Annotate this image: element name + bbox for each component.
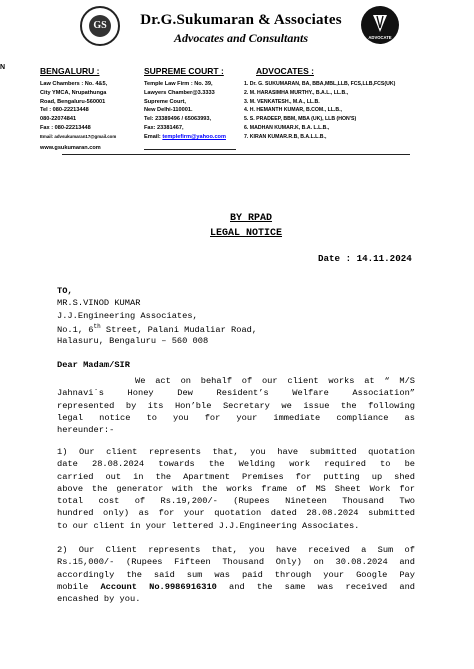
bengaluru-heading: BENGALURU :	[40, 66, 100, 76]
intro-line: hereunder:-	[57, 425, 115, 436]
supreme-court-email-link[interactable]: templefirm@yahoo.com	[162, 133, 226, 140]
supreme-court-phone: Tel: 23389496 / 65063993,	[144, 116, 212, 123]
supreme-court-line: New Delhi-110001.	[144, 107, 193, 114]
supreme-court-line: Lawyers Chamber@3.3333	[144, 89, 215, 96]
supreme-court-line: Temple Law Firm : No. 39,	[144, 81, 213, 87]
recipient-address-line-1	[57, 323, 257, 335]
delivery-mode: BY RPAD	[230, 213, 273, 224]
account-line-part: mobile	[57, 581, 101, 592]
supreme-court-email-row	[144, 133, 226, 142]
recipient-name: MR.S.VINOD KUMAR	[57, 298, 141, 308]
account-line-part: and the same was received and	[216, 581, 415, 592]
paragraph-1-line: hundred only) as for your quotation dated 28.08.2024 submitted	[57, 508, 415, 519]
advocate-item: 5. S. PRADEEP, BBM, MBA (UK), LLB (HON'S)	[244, 116, 357, 123]
advocates-list	[244, 80, 395, 142]
paragraph-2	[57, 544, 415, 605]
supreme-court-divider	[144, 149, 236, 150]
bengaluru-website[interactable]: www.gsukumaran.com	[40, 144, 101, 151]
address-part: Street, Palani Mudaliar Road,	[100, 324, 258, 335]
paragraph-1-line: above the generator with the works frame of MS Sheet Work for	[57, 483, 415, 494]
paragraph-2-line: encashed by you.	[57, 594, 141, 605]
bengaluru-line: City YMCA, Nrupathunga	[40, 89, 107, 96]
bengaluru-phone: 080-22074841	[40, 116, 77, 123]
supreme-court-line: Supreme Court,	[144, 98, 186, 105]
intro-paragraph	[57, 375, 415, 436]
paragraph-2-line: accordingly the said sum was paid through your Google Pay	[57, 569, 415, 580]
paragraph-2-account-line	[57, 581, 415, 593]
intro-line: Jahnavi´s Honey Dew Resident’s Welfare Association”	[57, 388, 415, 399]
paragraph-2-line: 2) Our Client represents that, you have received a Sum of	[57, 545, 415, 555]
notice-title: LEGAL NOTICE	[210, 228, 283, 239]
supreme-court-heading: SUPREME COURT :	[144, 66, 224, 76]
firm-logo-monogram: GS	[89, 15, 111, 37]
paragraph-1-line: date 28.08.2024 towards the Welding work required to be	[57, 459, 415, 470]
edge-letter: N	[0, 64, 6, 71]
bengaluru-address	[40, 80, 116, 152]
address-superscript: th	[93, 323, 101, 330]
firm-name: Dr.G.Sukumaran & Associates	[140, 12, 342, 28]
advocate-item: 1. Dr. G. SUKUMARAN, BA, BBA,MBL,LLB, FCS,LLB,FCS(UK)	[244, 81, 396, 87]
bengaluru-phone: Tel : 080-22213448	[40, 107, 89, 114]
advocate-item: 7. KIRAN KUMAR.R.B, B.A.L.L.B.,	[244, 133, 327, 140]
intro-line: represented by its Hon’ble Secretary we issue the following	[57, 400, 415, 411]
bengaluru-line: Law Chambers : No. 4&5,	[40, 81, 108, 87]
supreme-court-fax: Fax: 23381467,	[144, 124, 184, 131]
firm-logo-left	[80, 6, 120, 46]
paragraph-2-line: Rs.15,000/- (Rupees Fifteen Thousand Only) on 30.08.2024 and	[57, 557, 415, 568]
paragraph-1-line: total cost of Rs.19,200/- (Rupees Nineteen Thousand Two	[57, 496, 415, 507]
letterhead-rule	[62, 154, 410, 155]
to-label: TO,	[57, 286, 73, 296]
advocate-emblem-icon	[361, 6, 399, 44]
paragraph-1	[57, 446, 415, 532]
advocate-emblem	[361, 6, 399, 44]
paragraph-1-line: carried out in the Apartment Premises for putting up shed	[57, 471, 415, 482]
bengaluru-email[interactable]: Email: advsukumaran17@gmail.com	[40, 133, 117, 139]
advocate-item: 3. M. VENKATESH., M.A., LL.B.	[244, 98, 320, 105]
notice-date: Date : 14.11.2024	[318, 253, 412, 264]
intro-line: We act on behalf of our client works at “ M/S	[57, 376, 415, 386]
advocates-heading: ADVOCATES :	[256, 66, 314, 76]
advocate-item: 4. H. HEMANTH KUMAR, B.COM., LL.B.,	[244, 107, 342, 114]
recipient-company: J.J.Engineering Associates,	[57, 311, 198, 321]
bengaluru-line: Road, Bengaluru-560001	[40, 98, 106, 105]
account-number: Account No.9986916310	[100, 581, 217, 592]
supreme-court-email-label: Email:	[144, 133, 161, 140]
advocate-item: 2. M. HARASIMHA MURTHY., B.A.L., LL.B.,	[244, 89, 349, 96]
advocate-item: 6. MADHAN KUMAR.K, B.A. L.L.B.,	[244, 124, 330, 131]
paragraph-1-line: 1) Our client represents that, you have submitted quotation	[57, 447, 415, 457]
bengaluru-fax: Fax : 080-22213448	[40, 124, 91, 131]
intro-line: legal notice to you for your immediate compliance as	[57, 412, 415, 423]
emblem-label: ADVOCATE	[368, 35, 392, 40]
recipient-address-line-2: Halasuru, Bengaluru – 560 008	[57, 336, 209, 346]
address-part: No.1, 6	[57, 324, 94, 335]
salutation: Dear Madam/SIR	[57, 360, 130, 370]
firm-tagline: Advocates and Consultants	[173, 31, 309, 45]
supreme-court-address	[144, 80, 226, 142]
paragraph-1-line: to our client in your lettered J.J.Engineering Associates.	[57, 520, 360, 531]
